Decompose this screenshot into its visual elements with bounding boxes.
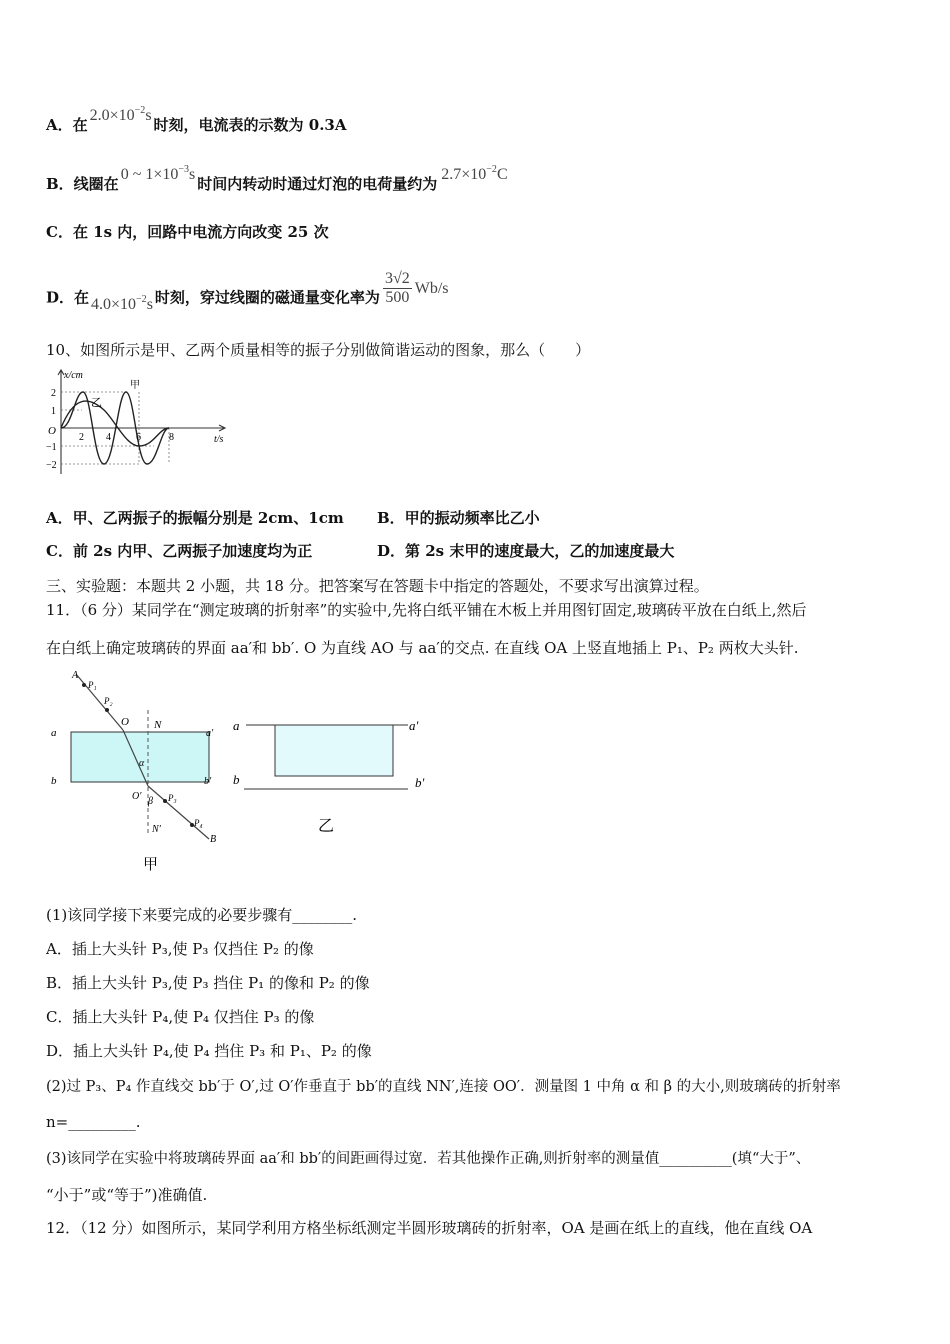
q10-xtick: 4	[106, 432, 111, 443]
q10-ytick: 1	[51, 406, 56, 417]
q10-option-a: A．甲、乙两振子的振幅分别是 2cm、1cm	[46, 509, 344, 527]
svg-text:b′: b′	[415, 775, 425, 790]
svg-text:P₃: P₃	[168, 793, 177, 803]
svg-text:a′: a′	[206, 728, 214, 739]
caption-yi: 乙	[318, 818, 335, 835]
q9-a-time: $2.0\times 10^{-2}s$	[89, 105, 152, 124]
q9-b-interval: 0 ~ $1\times 10^{-3}s$	[120, 164, 196, 183]
q9-d-fraction: $\frac{3√2}{500}$	[384, 270, 410, 306]
caption-jia: 甲	[143, 857, 159, 873]
ray-incident	[76, 674, 123, 730]
q10-x-label: t/s	[214, 434, 224, 445]
q10-curve-yi	[61, 401, 169, 446]
q10-ytick: −1	[46, 442, 57, 453]
svg-text:b′: b′	[204, 776, 212, 787]
svg-text:a′: a′	[409, 718, 419, 733]
q10-graph	[44, 366, 234, 478]
q12-stem: 12．（12 分）如图所示，某同学利用方格坐标纸测定半圆形玻璃砖的折射率，OA 是画在纸上的直线，他在直线 OA	[46, 1219, 813, 1237]
svg-text:B: B	[210, 834, 217, 845]
svg-text:N′: N′	[152, 824, 161, 835]
q9-option-d: D．在 $4.0\times 10^{-2}s$ 时刻，穿过线圈的磁通量变化率为 $\frac{3√2}{500}$ Wb/s	[46, 270, 449, 313]
glass-brick-jia	[71, 732, 209, 782]
q10-y-label: x/cm	[64, 370, 83, 381]
q10-option-b: B．甲的振动频率比乙小	[377, 509, 540, 527]
q10-option-c: C．前 2s 内甲、乙两振子加速度均为正	[46, 542, 313, 560]
q10-origin: O	[48, 425, 56, 437]
q10-ytick: 2	[51, 388, 56, 399]
q11-figure-yi	[228, 710, 438, 840]
q11-option-b: B．插上大头针 P₃,使 P₃ 挡住 P₁ 的像和 P₂ 的像	[46, 974, 370, 992]
svg-text:O: O	[121, 716, 129, 728]
q9-option-a: A．在$2.0\times 10^{-2}s$时刻，电流表的示数为 0.3A	[46, 105, 347, 134]
svg-text:β: β	[148, 796, 153, 807]
q11-option-c: C．插上大头针 P₄,使 P₄ 仅挡住 P₃ 的像	[46, 1008, 315, 1026]
q11-part3-b: “小于”或“等于”)准确值.	[46, 1186, 208, 1204]
q11-figure-jia	[44, 664, 244, 874]
svg-text:b: b	[233, 772, 240, 787]
q9-option-c: C．在 1s 内，回路中电流方向改变 25 次	[46, 223, 329, 241]
svg-text:b: b	[51, 775, 57, 787]
glass-brick-yi	[275, 725, 393, 776]
q10-label-jia: 甲	[130, 380, 140, 391]
q10-xtick: 6	[136, 432, 141, 443]
q10-xtick: 2	[79, 432, 84, 443]
q11-part2-a: (2)过 P₃、P₄ 作直线交 bb′于 O′,过 O′作垂直于 bb′的直线 NN′,连接 OO′．测量图 1 中角 α 和 β 的大小,则玻璃砖的折射率	[46, 1079, 841, 1095]
svg-text:O′: O′	[132, 791, 142, 802]
svg-text:P₁: P₁	[88, 680, 97, 690]
svg-text:a: a	[233, 718, 240, 733]
svg-text:α: α	[139, 758, 145, 769]
q10-stem: 10、如图所示是甲、乙两个质量相等的振子分别做简谐运动的图象，那么（ ）	[46, 341, 591, 359]
svg-text:P₄: P₄	[194, 818, 203, 828]
q10-option-d: D．第 2s 末甲的速度最大，乙的加速度最大	[377, 542, 675, 560]
q10-label-yi: 乙	[91, 397, 102, 409]
q10-ytick: −2	[46, 460, 57, 471]
q9-b-charge: $2.7\times 10^{-2}C$	[441, 164, 508, 183]
svg-text:P₂: P₂	[104, 696, 113, 706]
q11-part2-b: n=_________.	[46, 1113, 141, 1131]
q11-part1: (1)该同学接下来要完成的必要步骤有________.	[46, 906, 358, 924]
q11-option-d: D．插上大头针 P₄,使 P₄ 挡住 P₃ 和 P₁、P₂ 的像	[46, 1042, 372, 1060]
q11-part3-a: (3)该同学在实验中将玻璃砖界面 aa′和 bb′的间距画得过宽．若其他操作正确,则折射率的测量值__________(填“大于”、	[46, 1151, 811, 1167]
q10-xtick: 8	[169, 432, 174, 443]
svg-text:N: N	[154, 719, 162, 731]
q11-option-a: A．插上大头针 P₃,使 P₃ 仅挡住 P₂ 的像	[46, 940, 314, 958]
svg-text:a: a	[51, 727, 57, 739]
section3-title: 三、实验题：本题共 2 小题，共 18 分。把答案写在答题卡中指定的答题处，不要求写出演算过程。	[46, 577, 709, 595]
svg-text:A: A	[72, 670, 79, 681]
q9-d-time: $4.0\times 10^{-2}s$	[91, 293, 153, 313]
q11-stem-2: 在白纸上确定玻璃砖的界面 aa′和 bb′. O 为直线 AO 与 aa′的交点. 在直线 OA 上竖直地插上 P₁、P₂ 两枚大头针.	[46, 639, 799, 657]
q11-stem-1: 11．（6 分）某同学在“测定玻璃的折射率”的实验中,先将白纸平铺在木板上并用图钉固定,玻璃砖平放在白纸上,然后	[46, 601, 807, 619]
q9-option-b: B．线圈在0 ~ $1\times 10^{-3}s$时间内转动时通过灯泡的电荷量约为$2.7\times 10^{-2}C$	[46, 164, 508, 193]
